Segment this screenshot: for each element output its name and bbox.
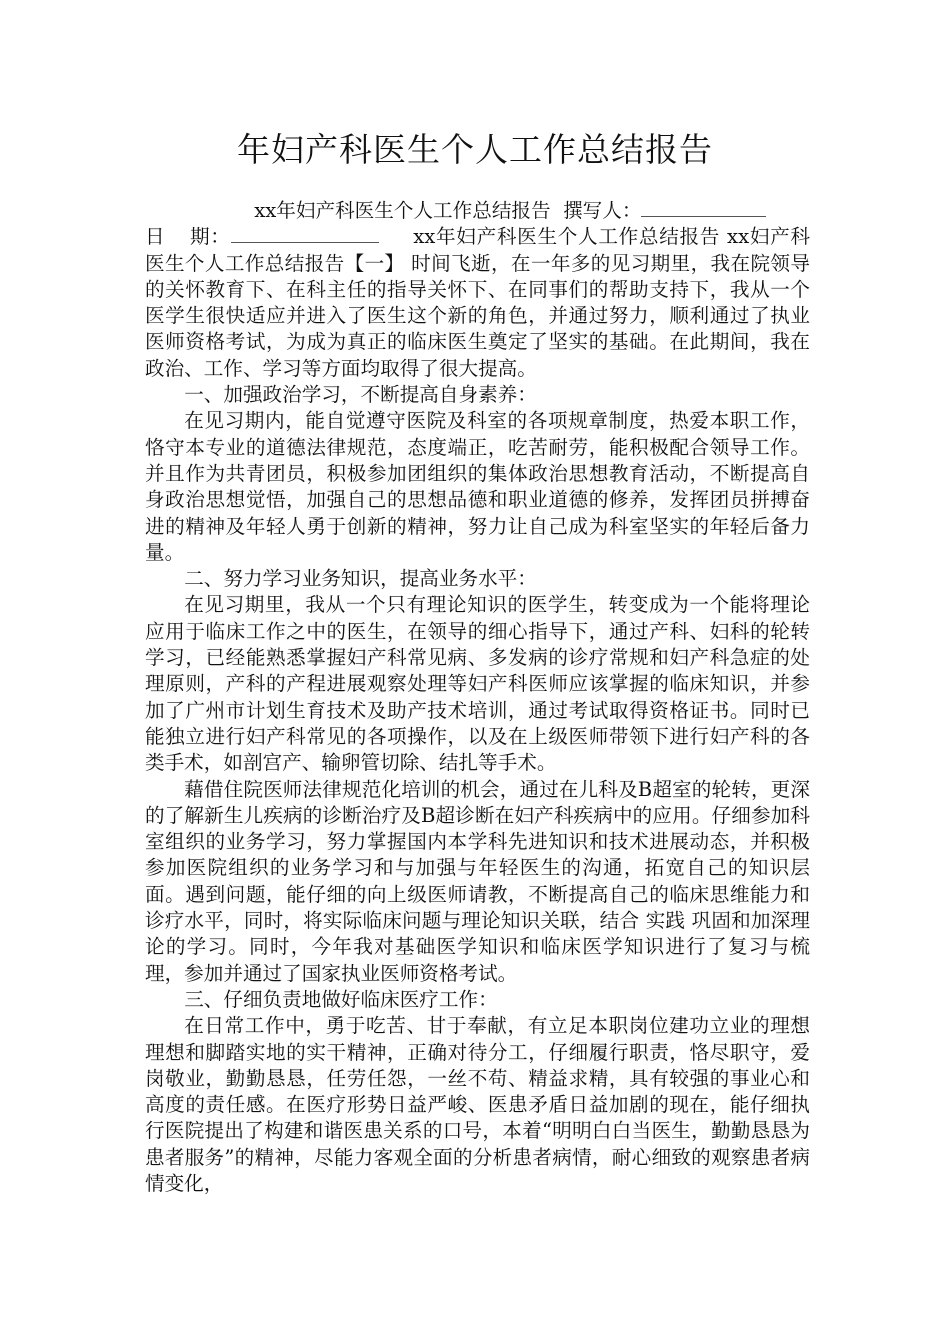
paragraph-2: 在见习期里，我从一个只有理论知识的医学生，转变成为一个能将理论应用于临床工作之中的医生，在领导的细心指导下，通过产科、妇科的轮转学习，已经能熟悉掌握妇产科常见病、多发病的诊疗常规和妇产科急症的处理原则，产科的产程进展观察处理等妇产科医师应该掌握的临床知识，并参加了广州市计划生育技术及助产技术培训，通过考试取得资格证书。同时已能独立进行妇产科常见的各项操作，以及在上级医师带领下进行妇产科的各类手术，如剖宫产、输卵管切除、结扎等手术。 (145, 593, 810, 775)
document-title: 年妇产科医生个人工作总结报告 (237, 130, 713, 169)
author-label: 撰写人： (563, 199, 642, 222)
paragraph-3: 藉借住院医师法律规范化培训的机会，通过在儿科及B超室的轮转，更深的了解新生儿疾病的诊断治疗及B超诊断在妇产科疾病中的应用。仔细参加科室组织的业务学习，努力掌握国内本学科先进知识和技术进展动态，并积极参加医院组织的业务学习和与加强与年轻医生的沟通，拓宽自己的知识层面。遇到问题，能仔细的向上级医师请教，不断提高自己的临床思维能力和诊疗水平，同时，将实际临床问题与理论知识关联，结合 实践 巩固和加深理论的学习。同时，今年我对基础医学知识和临床医学知识进行了复习与梳理，参加并通过了国家执业医师资格考试。 (145, 777, 810, 985)
document-body (145, 198, 810, 1197)
paragraph-1: 在见习期内，能自觉遵守医院及科室的各项规章制度，热爱本职工作，恪守本专业的道德法律规范，态度端正，吃苦耐劳，能积极配合领导工作。并且作为共青团员，积极参加团组织的集体政治思想教育活动，不断提高自身政治思想觉悟，加强自己的思想品德和职业道德的修养，发挥团员拼搏奋进的精神及年轻人勇于创新的精神，努力让自己成为科室坚实的年轻后备力量。 (145, 409, 810, 564)
section-heading-1: 一、加强政治学习，不断提高自身素养： (184, 383, 537, 407)
date-label-1: 日 (145, 225, 166, 249)
intro-text: xx年妇产科医生个人工作总结报告 xx妇产科医生个人工作总结报告【一】 时间飞逝，在一年多的见习期里，我在院领导的关怀教育下、在科主任的指导关怀下、在同事们的帮助支持下，我从一个医学生很快适应并进入了医生这个新的角色，并通过努力，顺利通过了执业医师资格考试，为成为真正的临床医生奠定了坚实的基础。在此期间，我在政治、工作、学习等方面均取得了很大提高。 (145, 225, 810, 380)
author-blank (641, 198, 766, 217)
section-heading-3: 三、仔细负责地做好临床医疗工作： (184, 987, 498, 1011)
report-title-line: xx年妇产科医生个人工作总结报告 (254, 199, 551, 222)
date-label-2: 期： (189, 225, 231, 249)
meta-paragraph (145, 198, 810, 382)
section-heading-2: 二、努力学习业务知识，提高业务水平： (184, 567, 537, 591)
date-blank (231, 224, 379, 243)
paragraph-4: 在日常工作中，勇于吃苦、甘于奉献，有立足本职岗位建功立业的理想理想和脚踏实地的实干精神，正确对待分工，仔细履行职责，恪尽职守，爱岗敬业，勤勤恳恳，任劳任怨，一丝不苟、精益求精，具有较强的事业心和高度的责任感。在医疗形势日益严峻、医患矛盾日益加剧的现在，能仔细执行医院提出了构建和谐医患关系的口号，本着“明明白白当医生，勤勤恳恳为患者服务”的精神，尽能力客观全面的分析患者病情，耐心细致的观察患者病情变化， (145, 1014, 810, 1195)
